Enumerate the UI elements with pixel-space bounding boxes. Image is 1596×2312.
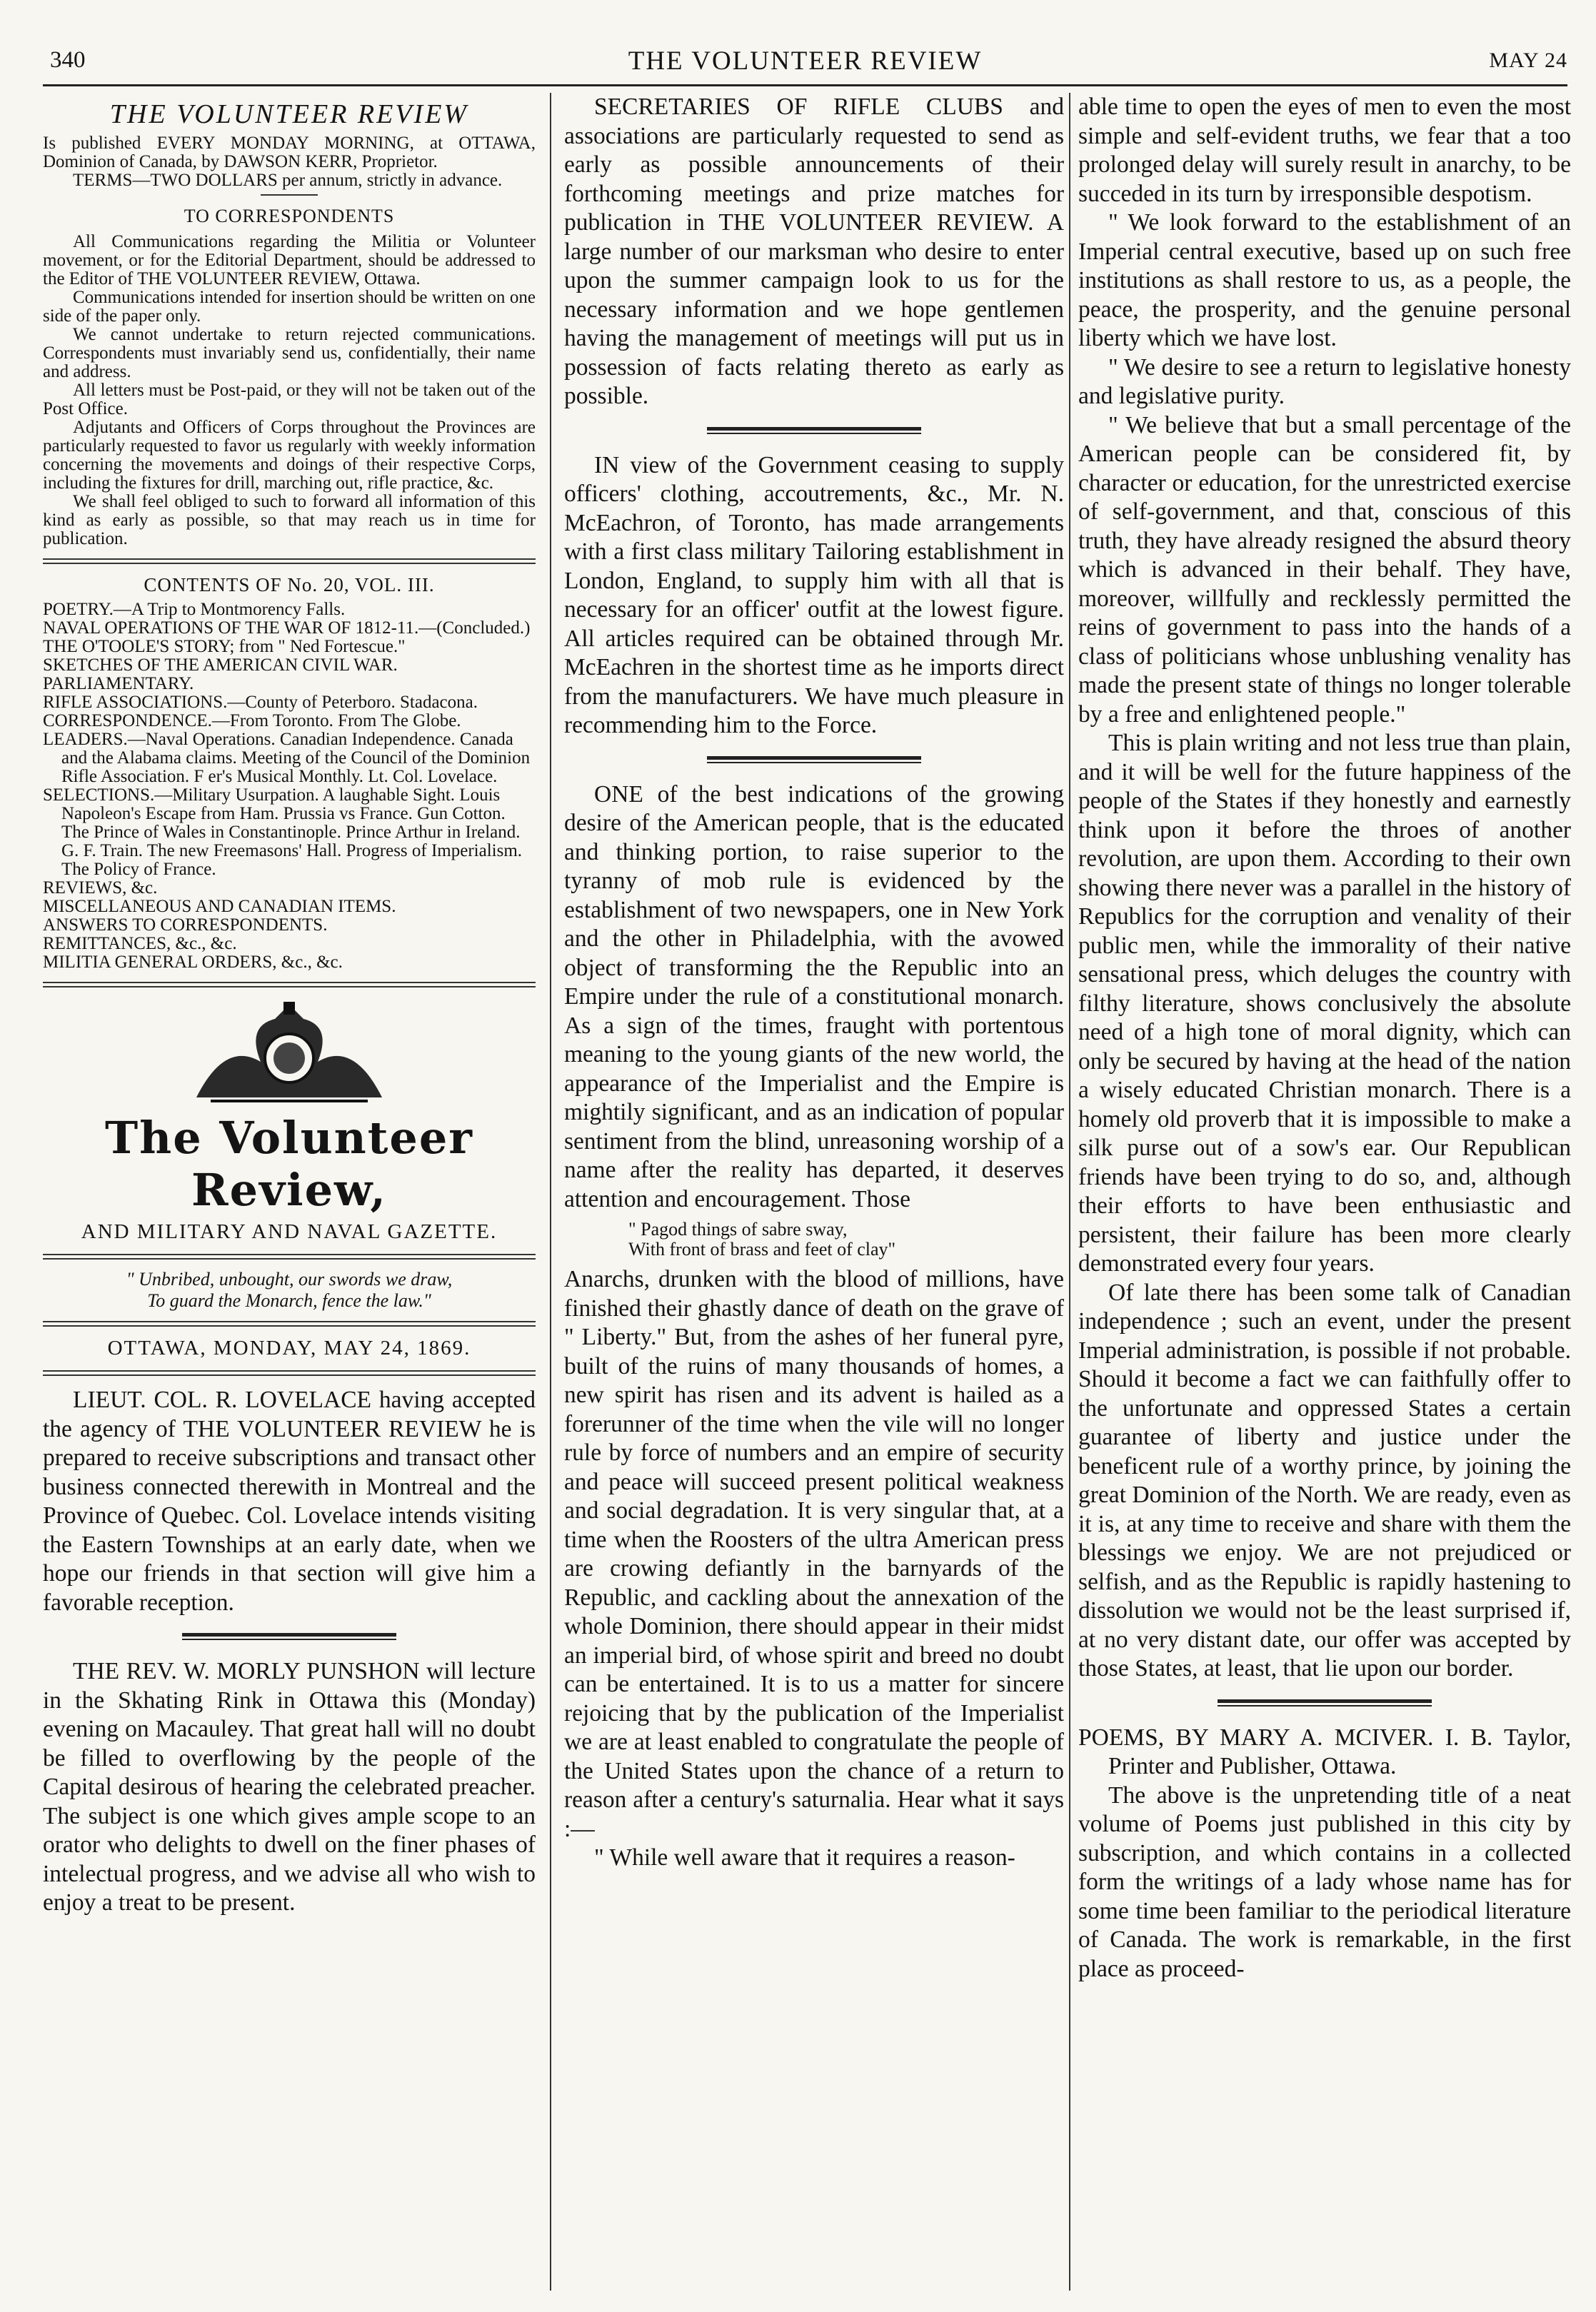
running-date: MAY 24 [1489,49,1567,72]
correspondents-para: All Communications regarding the Militia or Volunteer movement, or for the Editorial Department, should be addressed to the Editor of THE VOLUNTEER REVIEW, Ottawa. [43,232,536,288]
divider [1218,1699,1432,1707]
royal-crest-icon [182,997,396,1105]
article-lovelace: LIEUT. COL. R. LOVELACE having accepted the agency of THE VOLUNTEER REVIEW he is prepared to receive subscriptions and transact other business connected therewith in Montreal and the Province of Quebec. Col. Lovelace intends visiting the Eastern Townships at an early date, when we hope our friends in that section will give him a favorable reception. [43,1387,536,1616]
divider [43,982,536,987]
running-title: THE VOLUNTEER REVIEW [628,46,983,76]
quote-para: " We look forward to the establishment of an Imperial central executive, based up on such free institutions as shall restore to us, as a people, the peace, the prosperity, and the genuine personal liberty which we have lost. [1078,209,1571,351]
contents-item: NAVAL OPERATIONS OF THE WAR OF 1812-11.—(Concluded.) [43,618,531,638]
masthead-title: THE VOLUNTEER REVIEW [109,99,469,129]
contents-list [43,600,536,972]
divider [182,1633,396,1640]
correspondents-para: All letters must be Post-paid, or they will not be taken out of the Post Office. [43,381,536,418]
divider [707,427,921,434]
divider [43,1321,536,1327]
running-head [43,44,1567,86]
contents-item: RIFLE ASSOCIATIONS.—County of Peterboro. Stadacona. [43,693,478,712]
contents-heading: CONTENTS OF No. 20, VOL. III. [144,574,435,595]
dateline: OTTAWA, MONDAY, MAY 24, 1869. [107,1337,471,1359]
motto-line: To guard the Monarch, fence the law." [147,1290,431,1311]
quote-start: " While well aware that it requires a reason- [594,1844,1015,1871]
contents-item: SKETCHES OF THE AMERICAN CIVIL WAR. [43,655,398,675]
quote-para: " We desire to see a return to legislative honesty and legislative purity. [1078,353,1571,409]
nameplate-subtitle: AND MILITARY AND NAVAL GAZETTE. [81,1220,498,1243]
article-rifle-clubs: SECRETARIES OF RIFLE CLUBS and associations are particularly requested to send as early as possible announcements of their forthcoming meetings and prize matches for publication in THE VOLUNTEER REVIEW. A large number of our marksman who desire to enter upon the summer campaign look to us for the necessary information and we hope gentlemen having the management of meetings will put us in possession of facts relating thereto as early as possible. [564,94,1064,409]
column-rule [1069,93,1070,2291]
quote-para: " We believe that but a small percentage of the American people can be considered fit, by character or education, for the unrestricted exercise of self-government, and that, conscious of this truth, they have already resigned the absurd theory which is advanced in their behalf. They have, moreover, willfully and recklessly permitted the reins of government to pass into the hands of a class of politicians whose unblushing venality has made the present state of things no longer tolerable by a free and enlightened people." [1078,411,1571,728]
publish-info: Is published EVERY MONDAY MORNING, at OTTAWA, Dominion of Canada, by DAWSON KERR, Proprietor. [43,134,536,171]
article-punshon: THE REV. W. MORLY PUNSHON will lecture in the Skhating Rink in Ottawa this (Monday) evening on Macauley. That great hall will no doubt be filled to overflowing by the people of the Capital desirous of hearing the celebrated preacher. The subject is one which gives ample scope to an orator who delights to dwell on the finer phases of intelectual progress, and we advise all who wish to enjoy a treat to be present. [43,1658,536,1916]
contents-item: ANSWERS TO CORRESPONDENTS. [43,915,328,935]
contents-item: CORRESPONDENCE.—From Toronto. From The Globe. [43,711,461,730]
column-1 [43,93,536,2298]
divider [261,194,318,196]
column-3 [1078,93,1571,2298]
verse-line: With front of brass and feet of clay" [628,1239,896,1260]
column-2 [564,93,1064,2298]
divider [43,1254,536,1260]
column-rule [550,93,551,2291]
correspondents-heading: TO CORRESPONDENTS [184,206,395,226]
header-rule [43,84,1567,86]
review-text: The above is the unpretending title of a neat volume of Poems just published in this city by subscription, and which contains in a collected form the writings of a lady whose name has for some time been familiar to the periodical literature of Canada. The work is remarkable, in the first place as proceed- [1078,1781,1571,1982]
contents-item: REVIEWS, &c. [43,878,158,898]
nameplate-title: The Volunteer Review, [105,1112,473,1216]
article-continuation: Anarchs, drunken with the blood of millions, have finished their ghastly dance of death on the grave of " Liberty." But, from the ashes of her funeral pyre, built of the ruins of many thousands of homes, a new spirit has risen and its advent is hailed as a forerunner of the time when the vile will no longer rule by force of numbers and an empire of security and peace will succeed present political weakness and social degradation. It is very singular that, at a time when the Roosters of the ultra American press are crowing defiantly in the barnyards of the Republic, and cackling about the annexation of the whole Dominion, there should appear in their midst an imperial bird, of whose spirit and breed no doubt can be entertained. It is to us a matter for sincere rejoicing that by the publication of the Imperialist we are at least enabled to congratulate the people of the United States upon the chance of a return to reason after a century's saturnalia. Hear what it says :— [564,1266,1064,1842]
page-number: 340 [50,47,86,73]
contents-item: POETRY.—A Trip to Montmorency Falls. [43,600,346,619]
divider [43,558,536,564]
commentary-para: This is plain writing and not less true than plain, and it will be well for the future happiness of the people of the States if they honestly and earnestly think upon it before the throes of another revolution, are upon them. According to their own showing there never was a parallel in the history of Republics for the corruption and venality of their public men, while the immorality of their native sensational press, which deluges the country with filthy literature, shows conclusively the absolute need of a high tone of moral dignity, which can only be secured by having at the head of the nation a wisely educated Christian monarch. There is a homely old proverb that it is impossible to make a silk purse out of a sow's ear. Our Republican friends have been trying to do so, and, although their efforts to have been enthusiastic and persistent, their failure has been more clearly demonstrated every four years. [1078,730,1571,1277]
article-american-empire: ONE of the best indications of the growing desire of the American people, that is the educated and thinking portion, to raise superior to the tyranny of mob rule is evidenced by the establishment of two newspapers, one in New York and the other in Philadelphia, with the avowed object of transforming the the Republic into an Empire under the rule of a constitutional monarch. As a sign of the times, fraught with portentous meaning to the young giants of the new world, the appearance of the Imperialist and the Empire is mightily significant, and as an indication of popular sentiment from the blind, unreasoning worship of a name after the reality has departed, it deserves attention and encouragement. Those [564,780,1064,1212]
contents-item: REMITTANCES, &c., &c. [43,934,237,953]
article-officers-clothing: IN view of the Government ceasing to supply officers' clothing, accoutrements, &c., Mr. N. McEachron, of Toronto, has made arrangements with a first class military Tailoring establishment in London, England, to supply him with all that is necessary for an officer' outfit at the lowest figure. All articles required can be obtained through Mr. McEachren in the shortest time as he imports direct from the manufacturers. We have much pleasure in recommending him to the Force. [564,451,1064,738]
contents-item: LEADERS.—Naval Operations. Canadian Independence. Canada and the Alabama claims. Meeting of the Council of the Dominion Rifle Association. F er's Musical Monthly. Lt. Col. Lovelace. [43,730,531,786]
correspondents-para: Adjutants and Officers of Corps throughout the Provinces are particularly requested to favor us regularly with weekly information concerning the movements and doings of their respective Corps, including the fixtures for drill, marching out, rifle practice, &c. [43,418,536,493]
verse-line: " Pagod things of sabre sway, [628,1219,848,1240]
correspondents-para: We cannot undertake to return rejected communications. Correspondents must invariably send us, confidentially, their name and address. [43,325,536,381]
divider [707,756,921,763]
contents-item: THE O'TOOLE'S STORY; from " Ned Fortescue." [43,637,406,656]
commentary-para: Of late there has been some talk of Canadian independence ; such an event, under the present Imperial administration, is possible if not probable. Should it become a fact we can faithfully offer to the unfortunate and oppressed States a certain guarantee of liberty and justice under the beneficent rule of a worthy prince, by joining the great Dominion of the North. We are ready, even as it is, at any time to receive and share with them the blessings we enjoy. We are not prejudiced or selfish, and as the Republic is rapidly hastening to dissolution we would not be the least surprised if, at no very distant date, our offer was accepted by those States, at least, that lie upon our border. [1078,1279,1571,1682]
correspondents-para: We shall feel obliged to such to forward all information of this kind as early as possible, so that may reach us in time for publication. [43,492,536,548]
review-heading: POEMS, BY MARY A. MCIVER. I. B. Taylor, Printer and Publisher, Ottawa. [1078,1724,1571,1779]
contents-item: MISCELLANEOUS AND CANADIAN ITEMS. [43,897,396,916]
terms: TERMS—TWO DOLLARS per annum, strictly in advance. [73,171,503,190]
contents-item: MILITIA GENERAL ORDERS, &c., &c. [43,953,343,972]
divider [43,1370,536,1376]
motto-line: " Unbribed, unbought, our swords we draw, [126,1269,453,1290]
contents-item: SELECTIONS.—Military Usurpation. A laughable Sight. Louis Napoleon's Escape from Ham. Prussia vs France. Gun Cotton. The Prince of Wales in Constantinople. Prince Arthur in Ireland. G. F. Train. The new Freemasons' Hall. Progress of Imperialism. The Policy of France. [43,785,523,879]
contents-item: PARLIAMENTARY. [43,674,194,693]
quote-para: able time to open the eyes of men to even the most simple and self-evident truths, we fear that a too prolonged delay will surely result in anarchy, to be succeded in its turn by irresponsible despotism. [1078,94,1571,207]
correspondents-para: Communications intended for insertion should be written on one side of the paper only. [43,288,536,326]
